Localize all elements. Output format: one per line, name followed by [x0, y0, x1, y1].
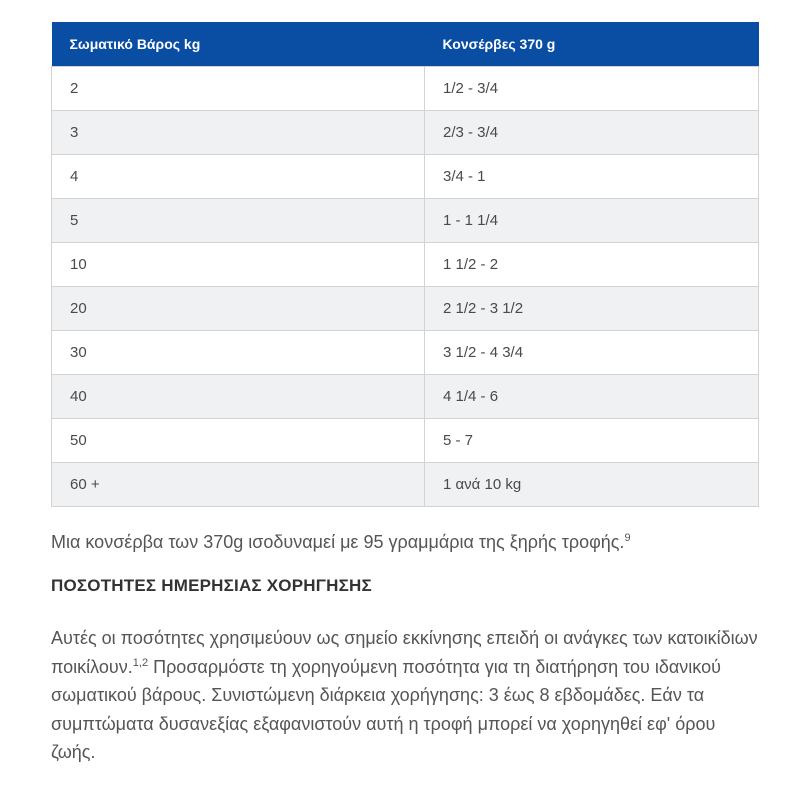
cans-cell: 4 1/4 - 6 [425, 375, 759, 419]
weight-cell: 3 [52, 111, 425, 155]
weight-cell: 5 [52, 199, 425, 243]
footnote-ref: 9 [624, 532, 631, 544]
table-row [52, 419, 759, 463]
table-row [52, 287, 759, 331]
table-row [52, 463, 759, 507]
weight-cell: 50 [52, 419, 425, 463]
cans-cell: 1 ανά 10 kg [425, 463, 759, 507]
header-cans: Κονσέρβες 370 g [425, 22, 759, 67]
table-header [52, 22, 759, 67]
table-row [52, 243, 759, 287]
feeding-table-container [51, 22, 758, 507]
weight-cell: 10 [52, 243, 425, 287]
weight-cell: 2 [52, 67, 425, 111]
table-row [52, 111, 759, 155]
cans-cell: 2/3 - 3/4 [425, 111, 759, 155]
weight-cell: 40 [52, 375, 425, 419]
table-header-row [52, 22, 759, 67]
feeding-table [51, 22, 759, 507]
cans-cell: 2 1/2 - 3 1/2 [425, 287, 759, 331]
table-row [52, 199, 759, 243]
footnote-ref: 1,2 [132, 656, 149, 669]
table-row [52, 67, 759, 111]
weight-cell: 30 [52, 331, 425, 375]
paragraph-text-1: Αυτές οι ποσότητες χρησιμεύουν ως σημείο εκκίνησης επειδή οι ανάγκες των κατοικίδιων ποικίλουν. [51, 628, 758, 677]
table-row [52, 155, 759, 199]
weight-cell: 4 [52, 155, 425, 199]
cans-cell: 1 - 1 1/4 [425, 199, 759, 243]
feeding-paragraph [51, 624, 763, 767]
conversion-note [51, 527, 771, 557]
section-heading: ΠΟΣΟΤΗΤΕΣ ΗΜΕΡΗΣΙΑΣ ΧΟΡΗΓΗΣΗΣ [51, 576, 372, 595]
header-body-weight: Σωματικό Βάρος kg [52, 22, 425, 67]
table-body [52, 67, 759, 507]
cans-cell: 3/4 - 1 [425, 155, 759, 199]
cans-cell: 1 1/2 - 2 [425, 243, 759, 287]
cans-cell: 5 - 7 [425, 419, 759, 463]
table-row [52, 375, 759, 419]
conversion-note-text: Μια κονσέρβα των 370g ισοδυναμεί με 95 γραμμάρια της ξηρής τροφής. [51, 532, 625, 552]
cans-cell: 3 1/2 - 4 3/4 [425, 331, 759, 375]
weight-cell: 20 [52, 287, 425, 331]
cans-cell: 1/2 - 3/4 [425, 67, 759, 111]
table-row [52, 331, 759, 375]
weight-cell: 60 + [52, 463, 425, 507]
paragraph-text-2: Προσαρμόστε τη χορηγούμενη ποσότητα για τη διατήρηση του ιδανικού σωματικού βάρους. Συνιστώμενη διάρκεια χορήγησης: 3 έως 8 εβδομάδες. Εάν τα συμπτώματα δυσανεξίας εξαφανιστούν αυτή η τροφή μπορεί να χορηγηθεί εφ' όρου ζωής. [51, 656, 721, 762]
